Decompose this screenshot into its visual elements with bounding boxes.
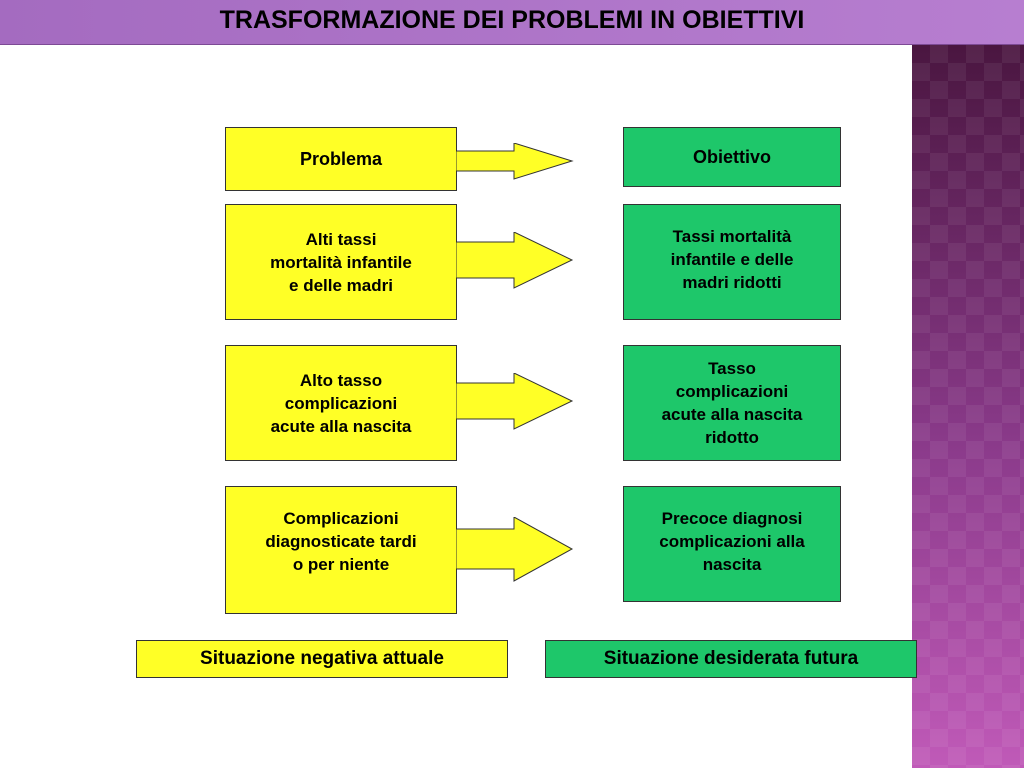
objective-3-line-1: Precoce diagnosi — [661, 509, 803, 528]
problem-box-2 — [225, 345, 457, 461]
slide-title: TRASFORMAZIONE DEI PROBLEMI IN OBIETTIVI — [219, 6, 805, 34]
problem-header-label: Problema — [299, 148, 383, 169]
decorative-side-panel — [912, 45, 1024, 768]
negative-situation-label — [136, 640, 508, 678]
problem-box-1 — [225, 204, 457, 320]
objective-1-line-2: infantile e delle — [670, 250, 794, 269]
objective-2-line-4: ridotto — [705, 428, 759, 447]
arrow-right-icon — [456, 517, 574, 583]
negative-situation-text: Situazione negativa attuale — [200, 648, 444, 669]
objective-2-line-1: Tasso — [708, 359, 756, 378]
problem-3-line-3: o per niente — [292, 555, 390, 574]
objective-2-line-3: acute alla nascita — [661, 405, 803, 424]
arrow-right-icon — [456, 232, 574, 290]
problem-2-line-1: Alto tasso — [299, 370, 383, 390]
desired-situation-label — [545, 640, 917, 678]
objective-3-line-3: nascita — [702, 555, 762, 574]
desired-situation-text: Situazione desiderata futura — [603, 648, 859, 669]
objective-3-line-2: complicazioni alla — [659, 532, 805, 551]
arrow-right-icon — [456, 373, 574, 431]
problem-1-line-1: Alti tassi — [305, 229, 377, 249]
objective-box-2 — [623, 345, 841, 461]
problem-2-line-3: acute alla nascita — [270, 416, 412, 436]
objective-header-label: Obiettivo — [692, 147, 771, 167]
problem-3-line-2: diagnosticate tardi — [265, 532, 417, 551]
objective-box-3 — [623, 486, 841, 602]
objective-1-line-1: Tassi mortalità — [672, 227, 792, 246]
arrow-right-icon — [456, 143, 574, 183]
problem-header-box — [225, 127, 457, 191]
problem-2-line-2: complicazioni — [284, 393, 398, 413]
problem-box-3 — [225, 486, 457, 614]
objective-2-line-2: complicazioni — [675, 382, 789, 401]
problem-1-line-2: mortalità infantile — [270, 252, 412, 272]
objective-box-1 — [623, 204, 841, 320]
problem-1-line-3: e delle madri — [289, 275, 393, 295]
objective-1-line-3: madri ridotti — [682, 273, 782, 292]
problem-3-line-1: Complicazioni — [283, 509, 399, 528]
objective-header-box — [623, 127, 841, 187]
